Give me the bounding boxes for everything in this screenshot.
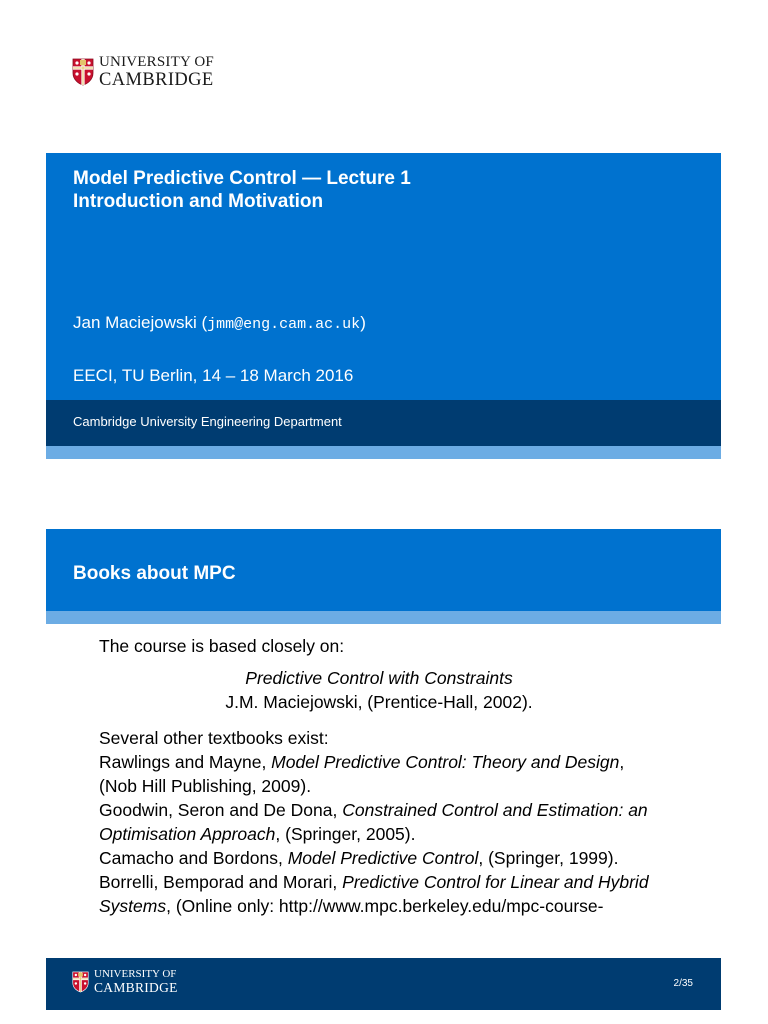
lecture-title: Model Predictive Control — Lecture 1 (73, 168, 411, 189)
book-entry (99, 798, 659, 846)
logo-line-2: CAMBRIDGE (94, 980, 178, 995)
department-bar (46, 400, 721, 446)
logo-line-2: CAMBRIDGE (99, 70, 214, 90)
department-name: Cambridge University Engineering Department (73, 414, 342, 429)
book-entry (99, 870, 659, 918)
book-title: Predictive Control for Linear and Hybrid Systems (99, 872, 649, 916)
main-book-ref: J.M. Maciejowski, (Prentice-Hall, 2002). (225, 692, 533, 712)
author-line (73, 313, 366, 333)
book-title: Constrained Control and Estimation: an Optimisation Approach (99, 800, 648, 844)
book-authors: Goodwin, Seron and De Dona, (99, 800, 343, 820)
book-publisher: , (Online only: http://www.mpc.berkeley.edu/mpc-course- (166, 896, 604, 916)
event-line: EECI, TU Berlin, 14 – 18 March 2016 (73, 366, 354, 385)
lecture-subtitle: Introduction and Motivation (73, 191, 324, 212)
intro-text: The course is based closely on: (99, 636, 345, 656)
others-intro: Several other textbooks exist: (99, 728, 329, 748)
accent-strip (46, 611, 721, 624)
book-title: Model Predictive Control (287, 848, 479, 868)
title-block (46, 153, 721, 400)
page-number: 2/35 (673, 978, 693, 989)
author-email[interactable]: jmm@eng.cam.ac.uk (207, 316, 361, 333)
book-entry (99, 846, 659, 870)
cambridge-crest-icon (72, 58, 94, 86)
book-publisher: , (Springer, 2005). (275, 824, 416, 844)
book-authors: Rawlings and Mayne, (99, 752, 272, 772)
slide-body (99, 634, 659, 918)
book-publisher: , (Nob Hill Publishing, 2009). (99, 752, 625, 796)
book-authors: Borrelli, Bemporad and Morari, (99, 872, 343, 892)
slide-heading: Books about MPC (73, 563, 236, 584)
logo-line-1: UNIVERSITY OF (94, 968, 177, 980)
accent-strip (46, 446, 721, 459)
content-clip (46, 944, 721, 958)
book-entry (99, 750, 659, 798)
cambridge-crest-icon (72, 971, 89, 993)
university-logo (72, 55, 214, 90)
university-logo (72, 969, 178, 995)
author-name: Jan Maciejowski ( (73, 313, 208, 332)
main-book-title-text: Predictive Control with Constraints (245, 668, 513, 688)
logo-wordmark (99, 55, 214, 90)
slide-header (46, 529, 721, 611)
logo-wordmark (94, 969, 178, 995)
book-authors: Camacho and Bordons, (99, 848, 288, 868)
logo-line-1: UNIVERSITY OF (99, 54, 214, 70)
book-title: Model Predictive Control: Theory and Design (271, 752, 620, 772)
author-close-paren: ) (360, 313, 366, 332)
book-publisher: , (Springer, 1999). (478, 848, 619, 868)
main-book-title (99, 666, 659, 690)
